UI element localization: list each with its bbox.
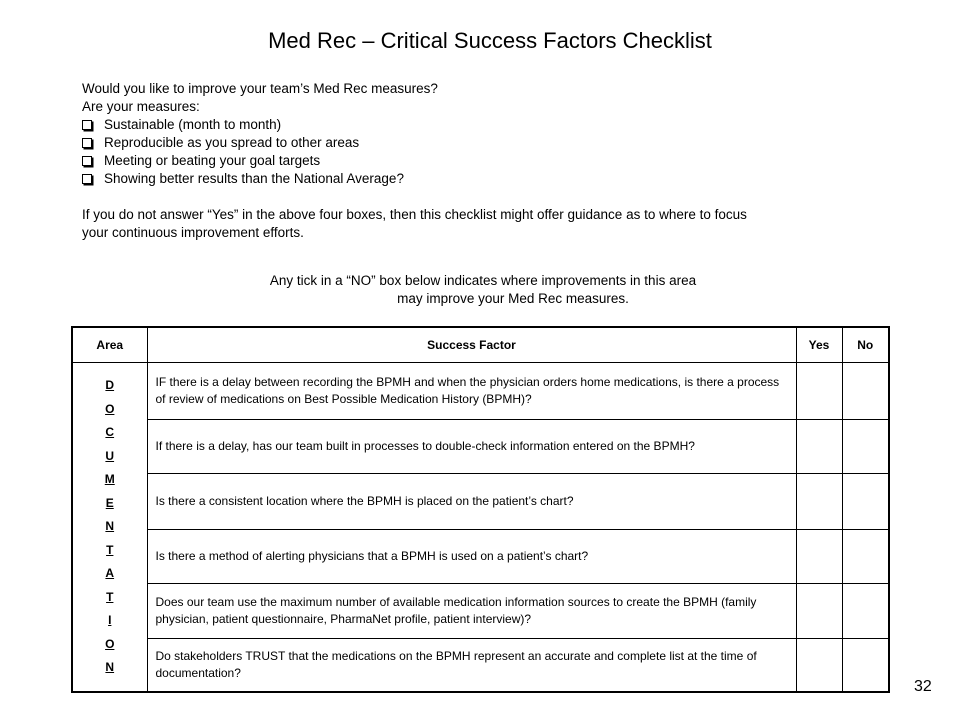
measure-label: Reproducible as you spread to other areas: [104, 135, 360, 150]
no-checkbox-cell[interactable]: [842, 362, 889, 419]
checkbox-icon: [82, 174, 92, 184]
yes-checkbox-cell[interactable]: [796, 583, 842, 638]
checkbox-icon: [82, 156, 92, 166]
column-header-yes: Yes: [796, 327, 842, 362]
no-checkbox-cell[interactable]: [842, 638, 889, 692]
page-number: 32: [914, 678, 932, 695]
success-factor-cell: Is there a consistent location where the BPMH is placed on the patient’s chart?: [147, 473, 796, 529]
intro-section: [82, 80, 892, 242]
measure-item: [82, 116, 892, 134]
column-header-factor: Success Factor: [147, 327, 796, 362]
area-letter: U: [105, 448, 115, 463]
success-factor-cell: If there is a delay, has our team built in processes to double-check information entered on the BPMH?: [147, 419, 796, 473]
page-title: Med Rec – Critical Success Factors Checklist: [268, 28, 712, 53]
success-factor-cell: IF there is a delay between recording the BPMH and when the physician orders home medications, is there a process of review of medications on Best Possible Medication History (BPMH)?: [147, 362, 796, 419]
no-checkbox-cell[interactable]: [842, 583, 889, 638]
yes-checkbox-cell[interactable]: [796, 529, 842, 583]
table-row: [72, 419, 889, 473]
area-cell-documentation: [72, 362, 147, 692]
yes-checkbox-cell[interactable]: [796, 638, 842, 692]
area-letter: N: [105, 660, 115, 674]
guidance-line: If you do not answer “Yes” in the above four boxes, then this checklist might offer guidance as to where to focus: [82, 207, 747, 222]
measures-label: Are your measures:: [82, 99, 200, 114]
guidance-line: your continuous improvement efforts.: [82, 225, 304, 240]
area-letter: O: [105, 401, 115, 416]
table-row: [72, 583, 889, 638]
table-row: [72, 473, 889, 529]
no-checkbox-cell[interactable]: [842, 419, 889, 473]
yes-checkbox-cell[interactable]: [796, 419, 842, 473]
measure-label: Meeting or beating your goal targets: [104, 153, 321, 168]
area-letter: N: [105, 519, 115, 533]
measure-label: Showing better results than the National Average?: [104, 171, 404, 186]
column-header-no: No: [842, 327, 889, 362]
tick-note: [0, 272, 960, 308]
area-letter: A: [105, 566, 115, 580]
table-row: [72, 638, 889, 692]
column-header-area: Area: [72, 327, 147, 362]
yes-checkbox-cell[interactable]: [796, 473, 842, 529]
yes-checkbox-cell[interactable]: [796, 362, 842, 419]
table-header-row: [72, 327, 889, 362]
note-line: Any tick in a “NO” box below indicates where improvements in this area: [269, 273, 697, 288]
area-letter: I: [108, 613, 112, 627]
measure-label: Sustainable (month to month): [104, 117, 282, 132]
area-letter: E: [105, 495, 114, 510]
table-row: [72, 529, 889, 583]
note-line: may improve your Med Rec measures.: [397, 291, 629, 306]
success-factor-cell: Does our team use the maximum number of available medication information sources to create the BPMH (family physician, patient questionnaire, PharmaNet profile, patient interview)?: [147, 583, 796, 638]
checkbox-icon: [82, 120, 92, 130]
success-factor-cell: Do stakeholders TRUST that the medications on the BPMH represent an accurate and complete list at the time of documentation?: [147, 638, 796, 692]
guidance-paragraph: [82, 206, 892, 242]
area-vertical-label: [105, 374, 115, 680]
measure-item: [82, 134, 892, 152]
no-checkbox-cell[interactable]: [842, 529, 889, 583]
no-checkbox-cell[interactable]: [842, 473, 889, 529]
measure-item: [82, 170, 892, 188]
area-letter: T: [106, 542, 114, 557]
area-letter: M: [104, 472, 115, 486]
area-letter: C: [105, 425, 115, 439]
measure-item: [82, 152, 892, 170]
area-letter: O: [105, 636, 115, 651]
area-letter: T: [106, 589, 114, 604]
table-row: [72, 362, 889, 419]
success-factor-table: [71, 326, 890, 693]
success-factor-cell: Is there a method of alerting physicians that a BPMH is used on a patient’s chart?: [147, 529, 796, 583]
checkbox-icon: [82, 138, 92, 148]
area-letter: D: [105, 378, 115, 392]
intro-question: Would you like to improve your team’s Med Rec measures?: [82, 81, 438, 96]
